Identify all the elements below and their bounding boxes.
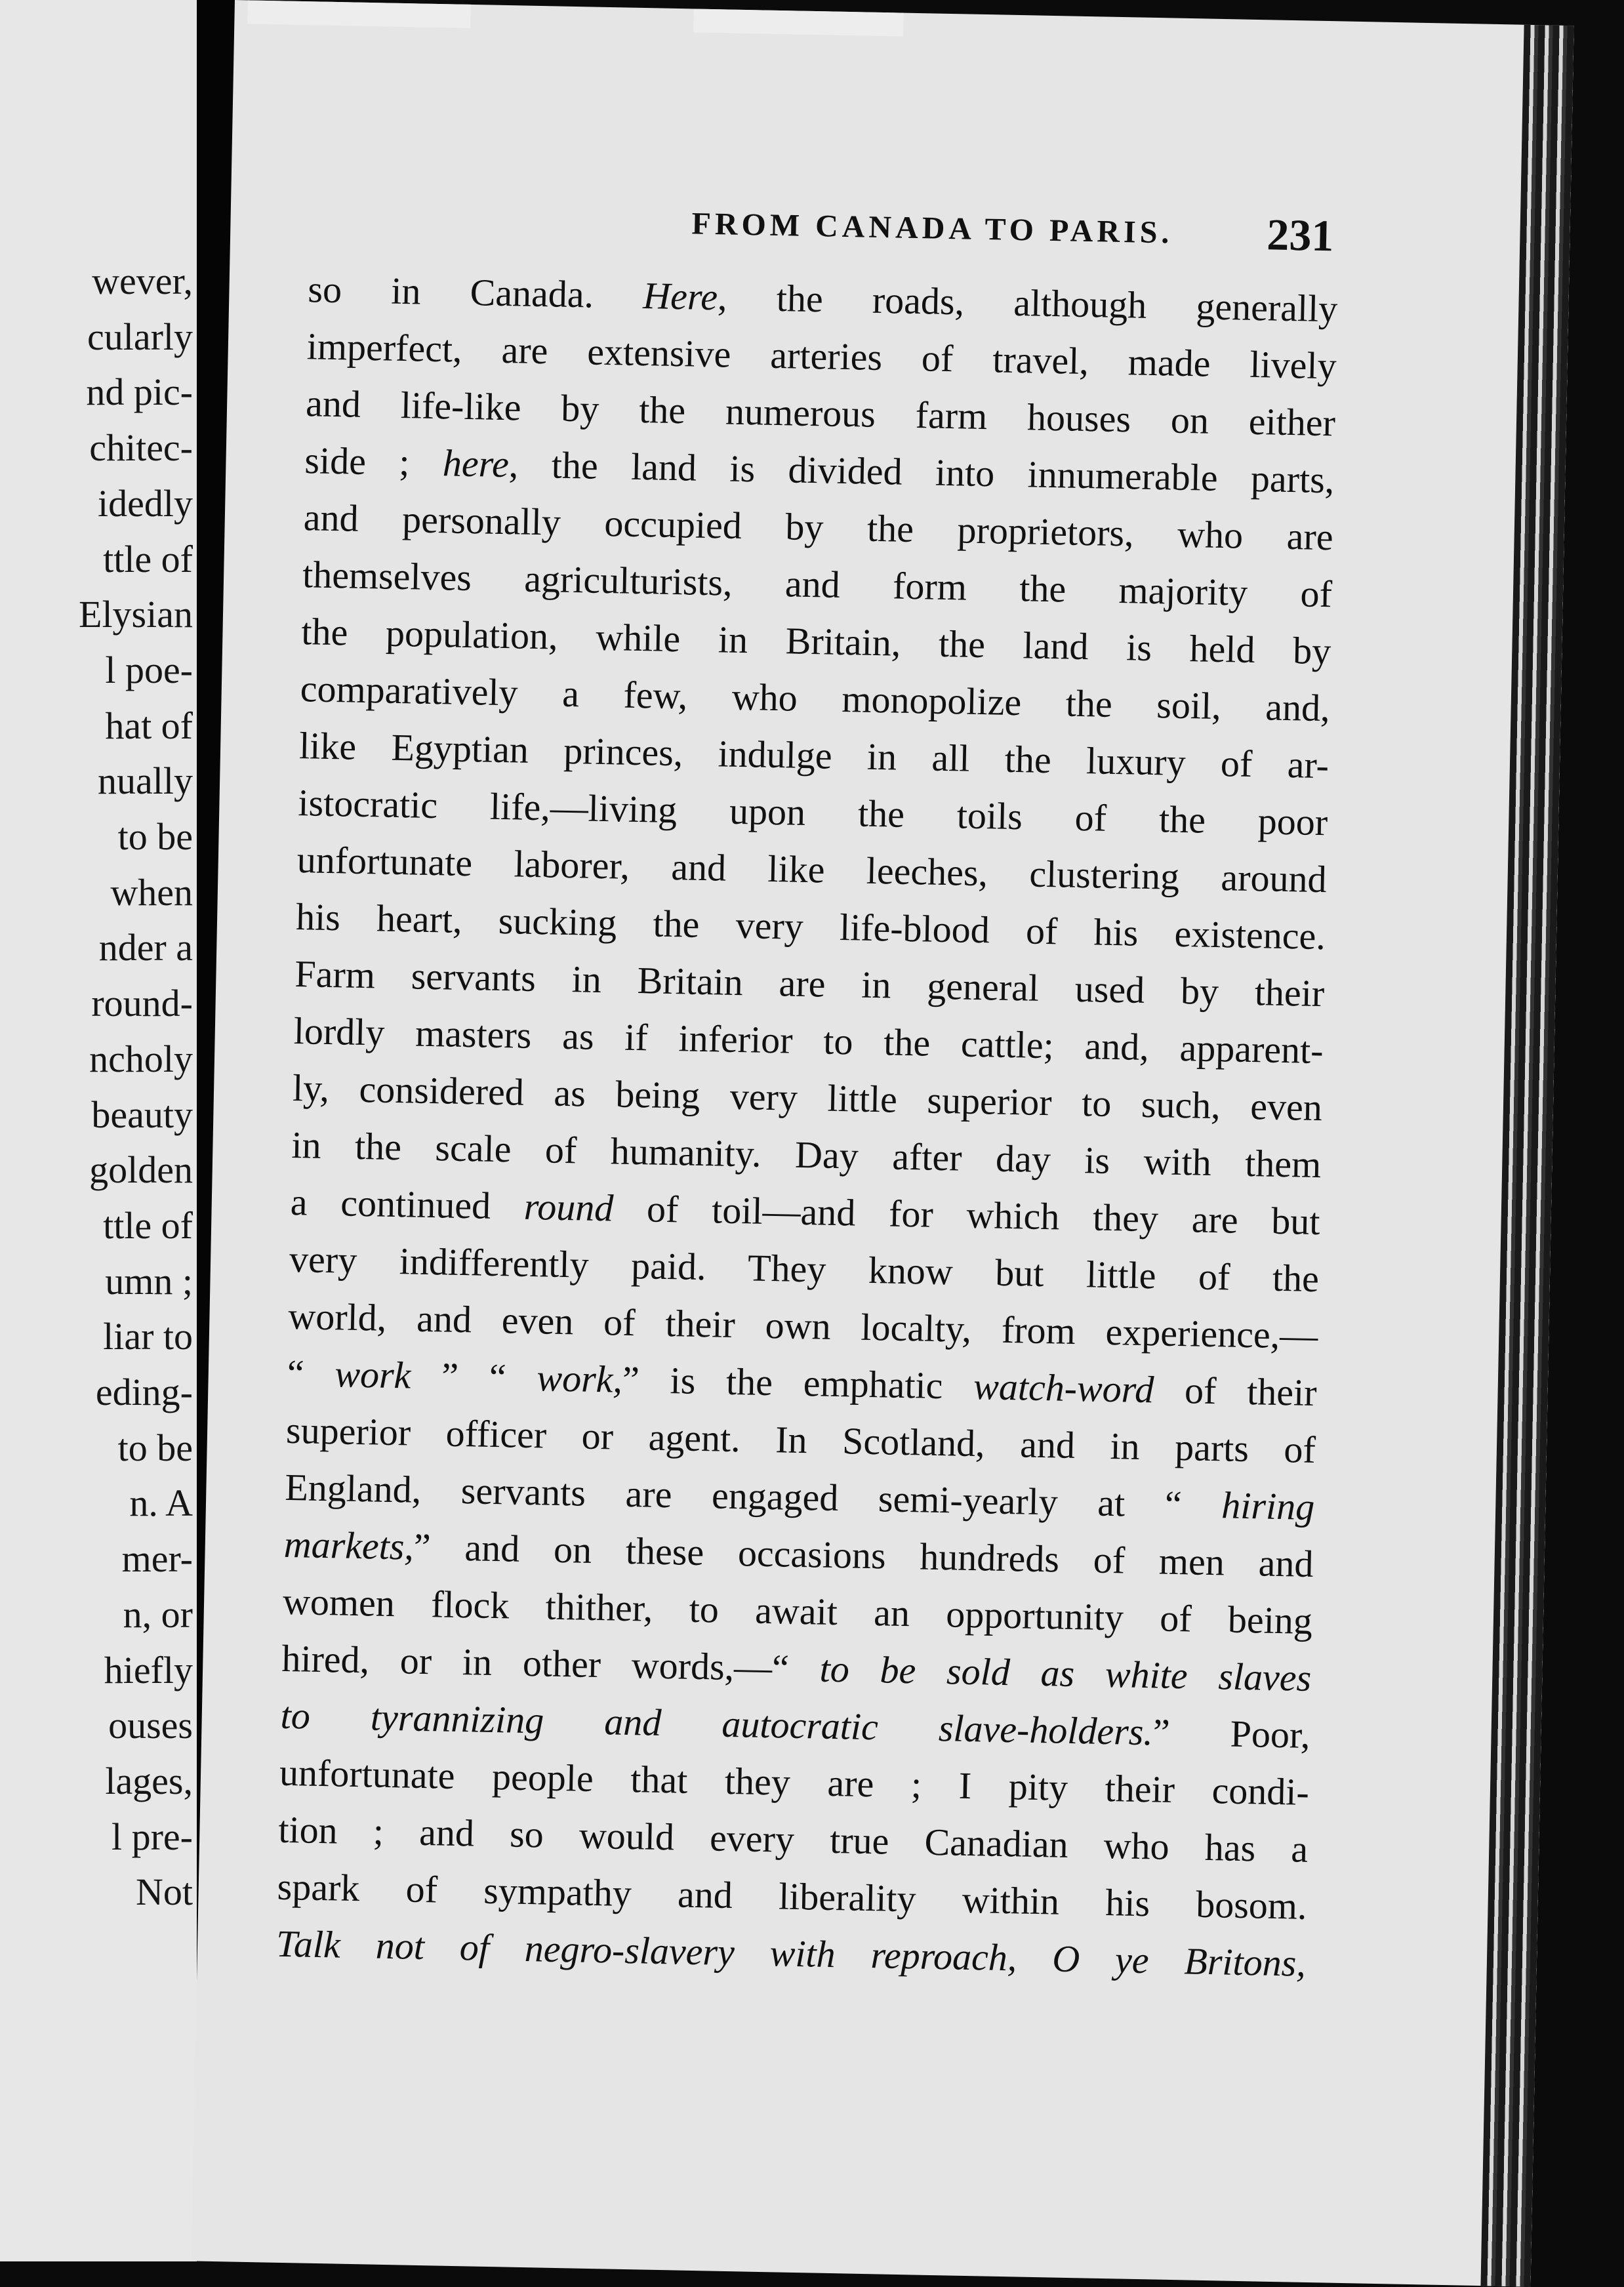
body-text xyxy=(275,260,1338,1992)
previous-page-line: lages, xyxy=(105,1759,193,1802)
previous-page-line: chitec- xyxy=(89,426,193,470)
text-line: unfortunate people that they are ; I pity their condi- xyxy=(279,1751,1310,1813)
current-page xyxy=(192,0,1574,2287)
text-line: istocratic life,—living upon the toils of the poor xyxy=(297,781,1328,844)
previous-page-line: l pre- xyxy=(112,1815,193,1858)
text-line: in the scale of humanity. Day after day is with them xyxy=(291,1123,1322,1186)
text-line: and life-like by the numerous farm houses on either xyxy=(305,382,1336,445)
previous-page-line: nd pic- xyxy=(86,371,193,414)
text-line: very indifferently paid. They know but little of the xyxy=(289,1237,1320,1301)
text-line: and personally occupied by the proprietors, who are xyxy=(303,496,1334,559)
text-line: the population, while in Britain, the land is held by xyxy=(300,610,1331,673)
text-line: world, and even of their own localty, from experience,— xyxy=(287,1294,1318,1358)
page-number: 231 xyxy=(1266,209,1335,261)
text-line: lordly masters as if inferior to the cattle; and, apparent- xyxy=(293,1009,1324,1072)
previous-page-line: ouses xyxy=(108,1704,193,1747)
running-head: FROM CANADA TO PARIS. xyxy=(691,206,1173,251)
previous-page-line: beauty xyxy=(91,1093,193,1136)
page-tab-decoration xyxy=(693,9,904,36)
text-line: unfortunate laborer, and like leeches, clustering around xyxy=(296,838,1328,901)
text-line: his heart, sucking the very life-blood of his existence. xyxy=(295,895,1326,958)
text-line: spark of sympathy and liberality within his bosom. xyxy=(277,1865,1308,1928)
previous-page-line: liar to xyxy=(103,1315,193,1358)
text-line: so in Canada. Here, the roads, although generally xyxy=(307,268,1338,331)
text-line: markets,” and on these occasions hundreds of men and xyxy=(283,1522,1314,1586)
text-line: to tyrannizing and autocratic slave-holders.” Poor, xyxy=(280,1693,1311,1756)
previous-page-line: Elysian xyxy=(79,593,193,636)
previous-page-line: ttle of xyxy=(103,537,193,580)
previous-page-line: cularly xyxy=(87,315,193,358)
page-edge xyxy=(1480,25,1573,2287)
previous-page-line: to be xyxy=(117,815,193,858)
previous-page-line: round- xyxy=(91,982,193,1025)
text-line: themselves agriculturists, and form the majority of xyxy=(302,553,1333,616)
text-line: imperfect, are extensive arteries of travel, made lively xyxy=(306,325,1337,388)
previous-page-line: wever, xyxy=(92,260,193,302)
text-line: like Egyptian princes, indulge in all the luxury of ar- xyxy=(298,724,1330,787)
previous-page-line: nder a xyxy=(98,926,193,969)
previous-page-line: hiefly xyxy=(104,1648,193,1691)
previous-page-line: ncholy xyxy=(89,1037,193,1080)
previous-page-line: l poe- xyxy=(105,648,193,691)
previous-page-line: mer- xyxy=(121,1537,193,1581)
text-line: Farm servants in Britain are in general used by their xyxy=(294,952,1325,1015)
previous-page-line: idedly xyxy=(98,481,193,525)
text-line: England, servants are engaged semi-yearly at “ hiring xyxy=(284,1465,1315,1529)
previous-page-line: n, or xyxy=(123,1592,193,1636)
previous-page-line: when xyxy=(110,870,193,914)
page-tab-decoration xyxy=(247,0,471,28)
previous-page-line: ttle of xyxy=(103,1204,193,1247)
text-line: women flock thither, to await an opportunity of being xyxy=(282,1579,1313,1642)
text-line: comparatively a few, who monopolize the soil, and, xyxy=(300,667,1331,730)
text-line: “ work ” “ work,” is the emphatic watch-word of their xyxy=(287,1351,1318,1415)
previous-page-line: eding- xyxy=(95,1371,193,1413)
previous-page xyxy=(0,0,197,2261)
previous-page-line: to be xyxy=(117,1426,193,1469)
text-line: ly, considered as being very little superior to such, even xyxy=(292,1066,1323,1129)
previous-page-line: umn ; xyxy=(105,1259,193,1303)
previous-page-line: golden xyxy=(89,1148,193,1192)
previous-page-line: n. A xyxy=(129,1482,193,1525)
text-line: superior officer or agent. In Scotland, and in parts of xyxy=(285,1408,1316,1472)
text-line: a continued round of toil—and for which they are but xyxy=(290,1180,1321,1244)
previous-page-line: Not xyxy=(136,1871,193,1914)
previous-page-line: hat of xyxy=(105,704,193,747)
text-line: tion ; and so would every true Canadian who has a xyxy=(277,1808,1309,1871)
previous-page-line: nually xyxy=(98,759,193,803)
text-line: hired, or in other words,—“ to be sold as white slaves xyxy=(281,1636,1312,1699)
text-line: Talk not of negro-slavery with reproach, O ye Britons, xyxy=(275,1922,1307,1985)
text-line: side ; here, the land is divided into innumerable parts, xyxy=(304,439,1335,502)
